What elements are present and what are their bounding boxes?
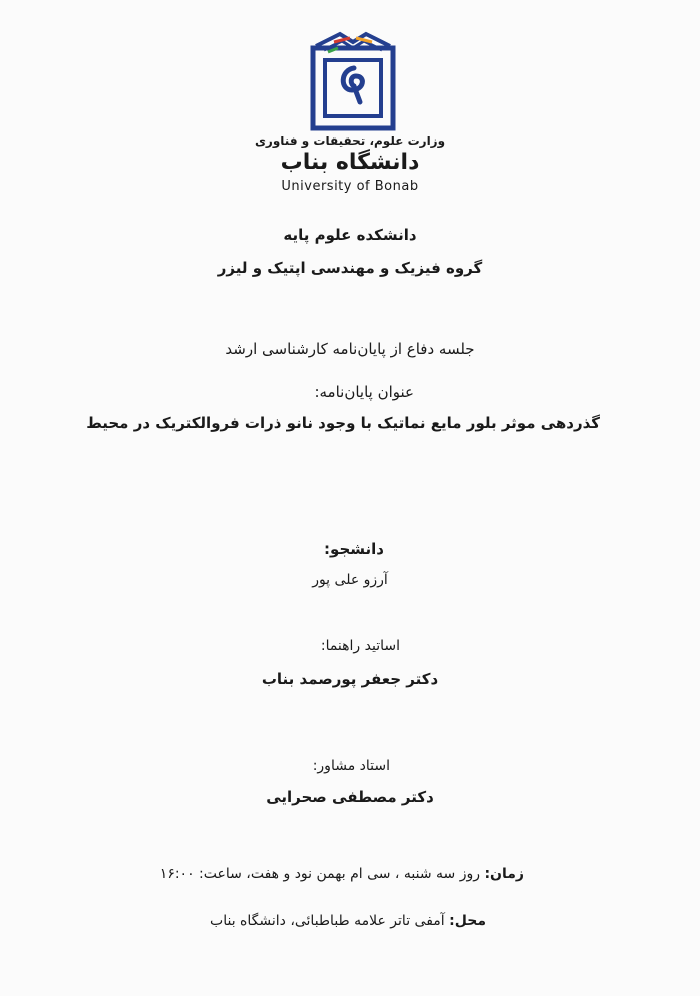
time-label: زمان: bbox=[484, 866, 524, 882]
advisor-name: دکتر مصطفی صحرایی bbox=[266, 788, 434, 806]
university-name-fa: دانشگاه بناب bbox=[280, 150, 420, 175]
department-name: گروه فیزیک و مهندسی اپتیک و لیزر bbox=[217, 259, 483, 277]
ministry-name: وزارت علوم، تحقیقات و فناوری bbox=[254, 134, 446, 148]
university-name-en: University of Bonab bbox=[281, 179, 419, 194]
thesis-title: گذردهی موثر بلور مایع نماتیک با وجود نانو ذرات فروالکتریک در محیط bbox=[86, 414, 600, 432]
advisor-label: استاد مشاور: bbox=[312, 758, 390, 774]
student-name: آرزو علی پور bbox=[312, 572, 388, 588]
time-line bbox=[160, 866, 524, 882]
place-label: محل: bbox=[449, 913, 486, 929]
time-value: روز سه شنبه ، سی ام بهمن نود و هفت، ساعت: ۱۶:۰۰ bbox=[159, 866, 480, 882]
thesis-title-label: عنوان پایان‌نامه: bbox=[314, 383, 414, 401]
session-heading: جلسه دفاع از پایان‌نامه کارشناسی ارشد bbox=[225, 340, 475, 358]
university-logo-icon bbox=[310, 30, 396, 134]
place-line bbox=[210, 913, 486, 929]
student-label: دانشجو: bbox=[324, 540, 384, 558]
supervisor-label: اساتید راهنما: bbox=[320, 638, 400, 654]
supervisor-name: دکتر جعفر پورصمد بناب bbox=[261, 670, 439, 688]
faculty-name: دانشکده علوم پایه bbox=[283, 226, 417, 244]
place-value: آمفی تاتر علامه طباطبائی، دانشگاه بناب bbox=[210, 913, 445, 929]
